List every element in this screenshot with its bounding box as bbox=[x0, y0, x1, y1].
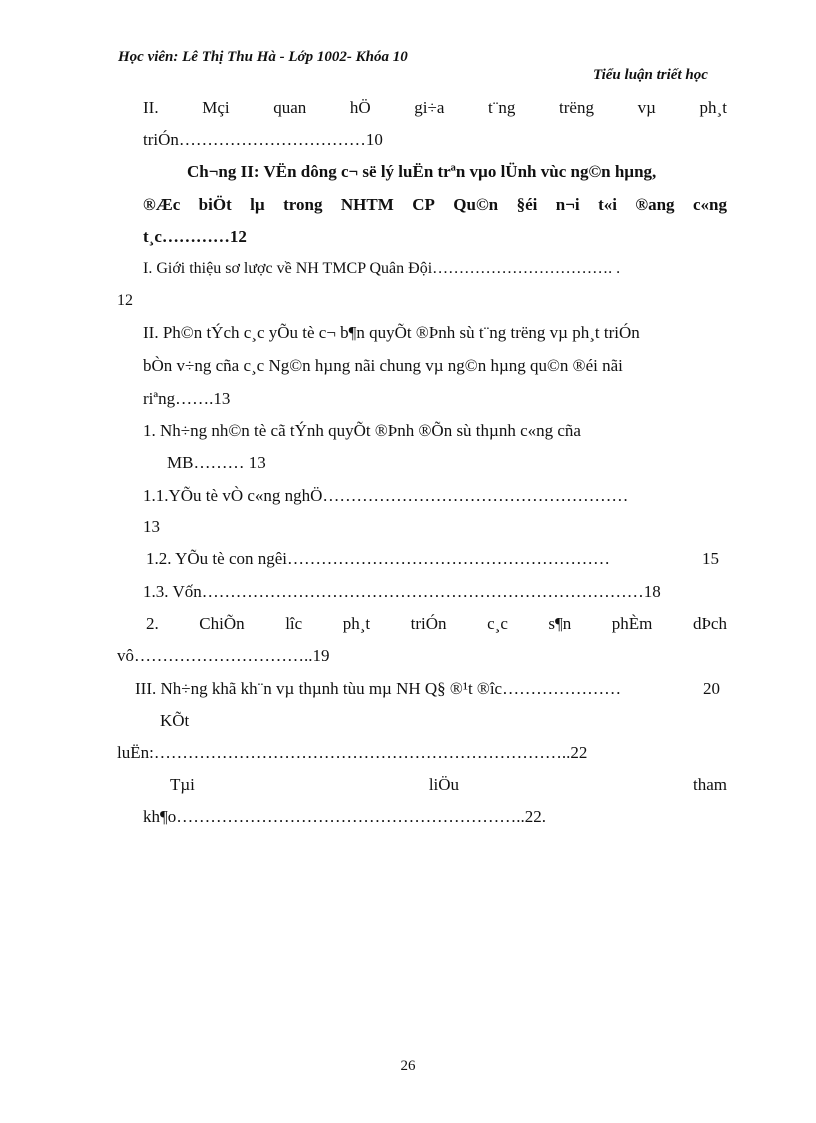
toc-line-17 bbox=[146, 614, 727, 634]
toc-line-13: 1.1.YÕu tè vÒ c«ng nghÖ……………………………………………… bbox=[143, 486, 629, 505]
word: phÈm bbox=[611, 614, 653, 633]
word: n¬i bbox=[555, 195, 580, 214]
page-number: 26 bbox=[400, 1058, 416, 1074]
toc-line-11: 1. Nh÷ng nh©n tè cã tÝnh quyÕt ®Þnh ®Õn sù thµnh c«ng cña bbox=[143, 421, 581, 440]
word: Mçi bbox=[202, 98, 230, 117]
word: ®Æc bbox=[143, 195, 181, 214]
word: ChiÕn bbox=[199, 614, 245, 633]
toc-line-8: II. Ph©n tÝch c¸c yÕu tè c¬ b¶n quyÕt ®Þnh sù t¨ng trëng vµ ph¸t triÓn bbox=[143, 323, 640, 342]
toc-line-19-page: 20 bbox=[703, 679, 720, 698]
toc-line-14: 13 bbox=[143, 517, 160, 536]
word: triÓn bbox=[410, 614, 447, 633]
word: ph¸t bbox=[342, 614, 371, 633]
toc-chapter-title: Ch¬ng II: VËn dông c¬ së lý luËn trªn vµo lÜnh vùc ng©n hµng, bbox=[187, 162, 657, 181]
word: liÖu bbox=[428, 775, 460, 794]
toc-line-15: 1.2. YÕu tè con ngêi………………………………………………… bbox=[146, 549, 611, 568]
toc-line-2: triÓn……………………………10 bbox=[143, 130, 383, 149]
toc-line-15-page: 15 bbox=[702, 549, 719, 568]
word: trong bbox=[283, 195, 323, 214]
toc-line-18: vô…………………………..19 bbox=[117, 646, 330, 665]
word: CP bbox=[412, 195, 435, 214]
word: vµ bbox=[637, 98, 656, 117]
word: 2. bbox=[146, 614, 159, 633]
toc-line-23: kh¶o……………………………………………………..22. bbox=[143, 807, 546, 826]
word: lîc bbox=[285, 614, 303, 633]
header-right: Tiểu luận triết học bbox=[593, 67, 708, 83]
toc-line-4 bbox=[143, 195, 727, 215]
toc-line-12: MB……… 13 bbox=[167, 453, 266, 472]
toc-line-21: luËn:………………………………………………………………..22 bbox=[117, 743, 588, 762]
toc-line-16: 1.3. Vốn……………………………………………………………………18 bbox=[143, 582, 661, 601]
toc-line-19: III. Nh÷ng khã kh¨n vµ thµnh tùu mµ NH Q§ ®¹t ®îc………………… bbox=[135, 679, 622, 698]
toc-line-5: t¸c…………12 bbox=[143, 227, 247, 246]
word: trëng bbox=[559, 98, 594, 117]
word: NHTM bbox=[340, 195, 394, 214]
word: t¨ng bbox=[488, 98, 516, 117]
word: ®ang bbox=[635, 195, 675, 214]
word: Tµi bbox=[170, 775, 195, 794]
word: hÖ bbox=[349, 98, 371, 117]
toc-line-7: 12 bbox=[117, 292, 133, 309]
word: lµ bbox=[250, 195, 265, 214]
toc-line-22 bbox=[170, 775, 727, 795]
toc-line-10: riªng…….13 bbox=[143, 389, 231, 408]
word: quan bbox=[273, 98, 307, 117]
word: dÞch bbox=[692, 614, 727, 633]
toc-line-6: I. Giới thiệu sơ lược về NH TMCP Quân Đội……………………………. . bbox=[143, 260, 621, 277]
word: §éi bbox=[516, 195, 538, 214]
word: Qu©n bbox=[453, 195, 499, 214]
word: c«ng bbox=[692, 195, 727, 214]
word: II. bbox=[143, 98, 159, 117]
word: s¶n bbox=[548, 614, 572, 633]
word: tham bbox=[692, 775, 727, 794]
word: biÖt bbox=[198, 195, 232, 214]
word: ph¸t bbox=[699, 98, 727, 117]
toc-line-20: KÕt bbox=[160, 711, 190, 730]
toc-line-9: bÒn v÷ng cña c¸c Ng©n hµng nãi chung vµ ng©n hµng qu©n ®éi nãi bbox=[143, 356, 623, 375]
toc-line-1 bbox=[143, 98, 727, 118]
header-left: Học viên: Lê Thị Thu Hà - Lớp 1002- Khóa 10 bbox=[118, 49, 408, 65]
word: c¸c bbox=[487, 614, 508, 633]
word: t«i bbox=[598, 195, 617, 214]
word: gi÷a bbox=[414, 98, 445, 117]
